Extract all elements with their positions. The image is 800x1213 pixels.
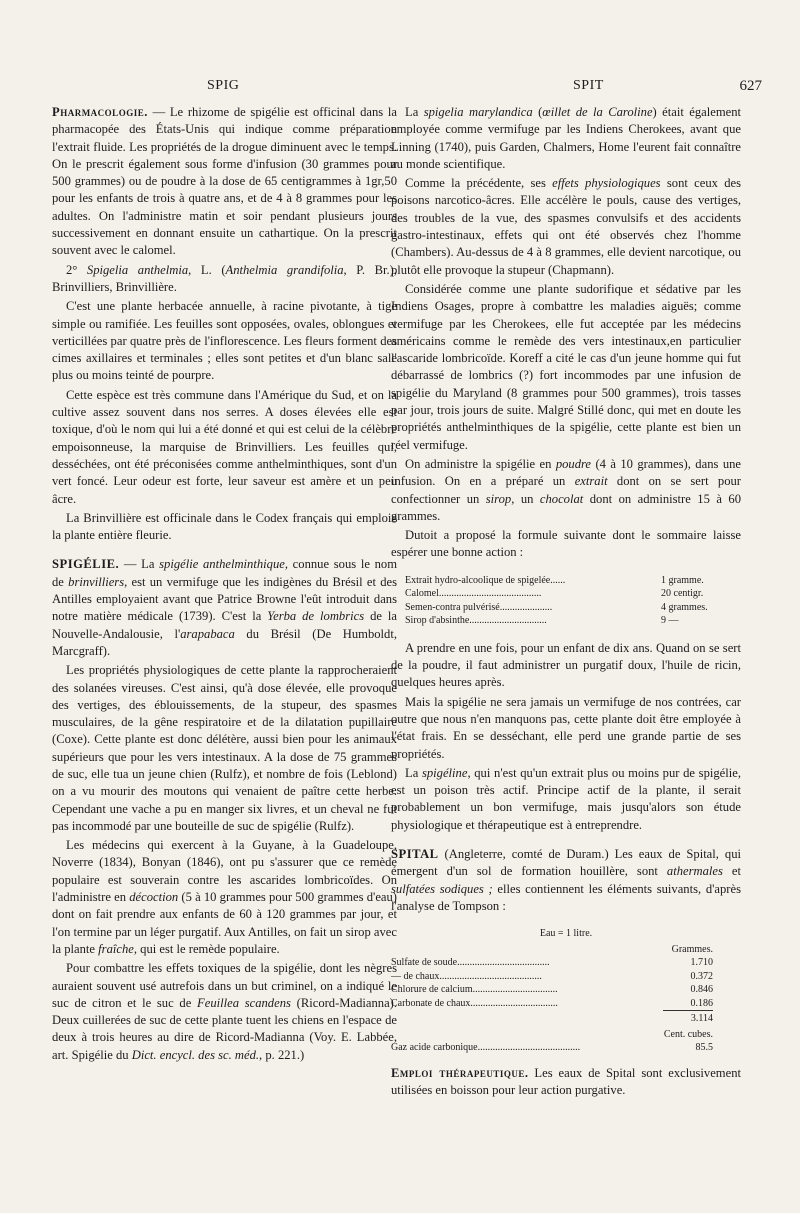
running-header <box>40 78 762 102</box>
distribution-paragraph: Cette espèce est très commune dans l'Amérique du Sud, et on la cultive assez souvent dans nos serres. A doses élevées elle est toxique, d'où le nom qui lui a été donné et qui est celui de la célèbre empoisonneuse, la marquise de Brinvilliers. Les feuilles qui, desséchées, ont été préconisées comme anthelminthiques, sont d'un vert foncé. Leur odeur est forte, leur saveur est amère et un peu âcre. <box>52 387 397 506</box>
page-number: 627 <box>739 78 762 94</box>
codex-paragraph: La Brinvillière est officinale dans le Codex français qui emploie la plante entière fleurie. <box>52 510 397 543</box>
text-run: Comme la précédente, ses <box>405 176 553 191</box>
text-run: et <box>722 864 741 879</box>
header-right-keyword: SPIT <box>573 78 604 93</box>
text-run: — La <box>119 557 160 572</box>
formula-ingredient: Semen-contra pulvérisé..................... <box>405 601 553 613</box>
text-run: (5 à 10 grammes pour 500 grammes d'eau) dont on fait prendre aux enfants de 60 à 120 grammes par jour, et l'on termine par un léger purgatif. Aux Antilles, on fait un sirop avec la plante <box>52 890 397 956</box>
text-run: (Angleterre, comté de Duram.) Les eaux de Spital, qui émergent d'un sol de formation houillère, sont <box>391 846 741 879</box>
text-run: ) était également employée comme vermifuge par les Indiens Cherokees, avant que Linning (1740), puis Garden, Chalmers, Home l'eurent fait connaître au monde scientifique. <box>391 105 742 171</box>
analysis-substance: Sulfate de soude..................................... <box>391 957 550 969</box>
text-run: La <box>405 765 422 780</box>
formula-amount: 4 grammes. <box>661 601 708 613</box>
analysis-row <box>391 970 713 984</box>
analysis-substance: Carbonate de chaux................................... <box>391 997 558 1009</box>
text-run: , est un vermifuge que les indigènes du Brésil et des Antilles employaient avant que Patrice Browne l'eût introduit dans notre matière médicale (1739). C'est la <box>52 574 397 624</box>
effects-paragraph <box>391 175 741 279</box>
italic-run: effets physiologiques <box>552 176 661 191</box>
species-name: Spigelia anthelmia <box>86 262 189 277</box>
text-run: elles contiennent les éléments suivants, d'après l'analyse de Tompson : <box>391 881 741 913</box>
spigelie-label: SPIGÉLIE. <box>52 557 120 572</box>
spital-label: SPITAL <box>391 846 439 861</box>
formula-amount: 9 — <box>661 615 679 627</box>
marylandica-paragraph <box>391 104 741 173</box>
text-run: ( <box>532 105 543 119</box>
spigelie-entry <box>52 556 397 660</box>
formula-row <box>405 601 723 615</box>
dosage-paragraph: A prendre en une fois, pour un enfant de dix ans. Quand on se sert de la poudre, il faut administrer un purgatif doux, l'huile de ricin, quelques heures après. <box>391 640 741 690</box>
text-run: , p. 221.) <box>259 1047 305 1062</box>
text-run: dont on se sert pour confectionner un <box>391 474 741 506</box>
formula-row <box>405 587 723 601</box>
analysis-value: 1.710 <box>690 957 713 969</box>
species-author: , L. ( <box>188 262 226 277</box>
text-run: La <box>405 105 424 119</box>
analysis-substance: Chlorure de calcium.................................. <box>391 984 558 996</box>
analysis-basis: Eau = 1 litre. <box>539 928 593 940</box>
species-synonym: Anthelmia grandifolia <box>225 262 344 277</box>
administration-paragraph <box>391 456 741 525</box>
dutoit-paragraph: Dutoit a proposé la formule suivante dont le sommaire laisse espérer une bonne action : <box>391 528 741 560</box>
analysis-total: 3.114 <box>663 1010 713 1026</box>
italic-run: brinvilliers <box>68 574 125 589</box>
species-number: 2° <box>66 262 87 277</box>
italic-run: fraîche <box>98 941 134 956</box>
header-left-keyword: SPIG <box>207 78 240 93</box>
spigeline-paragraph <box>391 765 741 834</box>
pharmacology-label: Pharmacologie. <box>52 105 148 119</box>
text-run: (4 à 10 grammes), dans une infusion. On en a préparé un <box>391 456 741 489</box>
therapeutic-use-text: Les eaux de Spital sont exclusivement utilisées en boisson pour leur action purgative. <box>391 1065 741 1097</box>
formula-table <box>405 574 741 628</box>
analysis-value: 0.186 <box>690 997 713 1009</box>
therapeutic-use-paragraph <box>391 1065 741 1100</box>
analysis-row <box>391 997 713 1011</box>
species-heading <box>52 262 397 297</box>
left-column <box>52 104 397 1066</box>
text-run: , qui est le remède populaire. <box>133 941 280 956</box>
therapeutic-use-label: Emploi thérapeutique. <box>391 1065 529 1080</box>
text-run: de la Nouvelle-Andalousie, l' <box>52 609 397 641</box>
formula-ingredient: Calomel......................................... <box>405 588 542 600</box>
description-paragraph: C'est une plante herbacée annuelle, à racine pivotante, à tige simple ou ramifiée. Les feuilles sont opposées, ovales, oblongues et verticillées par quatre près de l'inflorescence. Les fleurs forment des cimes axillaires et terminales ; elles sont petites et d'un blanc sale plus ou moins teinté de pourpre. <box>52 299 397 383</box>
text-run: , un <box>511 491 540 506</box>
italic-run: athermales <box>666 864 723 879</box>
analysis-row <box>391 983 713 997</box>
analysis-gas-unit: Cent. cubes. <box>663 1028 713 1040</box>
formula-ingredient: Extrait hydro-alcoolique de spigelée...... <box>405 574 566 586</box>
guyana-paragraph <box>52 837 397 958</box>
text-run: sont ceux des poisons narcotico-âcres. Elle accélère le pouls, cause des vertiges, des troubles de la vue, des spasmes convulsifs et des accidents gastro-intestinaux, effets qui ont été observés chez l'homme (Chambers). Au-dessus de 4 à 8 grammes, elle devient narcotique, ou plutôt elle provoque la stupeur (Chapmann). <box>391 176 741 277</box>
analysis-gas-row <box>391 1041 713 1055</box>
antidote-paragraph <box>52 960 397 1064</box>
italic-run: spigéline <box>421 765 468 780</box>
text-run: Pour combattre les effets toxiques de la spigélie, dont les nègres auraient souvent usé autrefois dans un but criminel, on a indiqué le suc de citron et le suc de <box>52 961 397 1010</box>
physiology-paragraph: Les propriétés physiologiques de cette plante la rapprocheraient des solanées vireuses. C'est ainsi, qu'à dose élevée, elle provoque des vertiges, des éblouissements, de la stupeur, des spasmes musculaires, de la gêne respiratoire et de la dilatation pupillaire (Coxe). Cette plante est donc délétère, aussi bien pour les animaux supérieurs que pour les vers intestinaux. A la dose de 75 grammes de suc, elle tua un jeune chien (Rulfz), et nombre de fois (Leblond) on a vu mourir des moutons qui venaient de paître cette herbe. Cependant une vache a pu en manger six livres, et un cheval ne fut pas incommodé par une bouteille de suc de spigélie (Rulfz). <box>52 663 397 833</box>
italic-run: extrait <box>574 474 608 489</box>
italic-run: Feuillea scandens <box>197 995 291 1010</box>
italic-run: œillet de la Caroline <box>542 105 653 119</box>
italic-run: poudre <box>555 456 592 471</box>
water-analysis-table <box>391 927 741 1055</box>
analysis-substance: — de chaux......................................... <box>391 970 542 982</box>
italic-run: spigelia marylandica <box>423 105 533 119</box>
species-common-names: , P. Br.), Brinvilliers, Brinvillière. <box>52 262 398 294</box>
analysis-gas-value: 85.5 <box>695 1042 713 1054</box>
text-run: , qui n'est qu'un extrait plus ou moins pur de spigélie, est un poison très actif. Principe actif de la plante, il serait probablement un bon vermifuge, mais jusqu'alors son étude physiologique et thérapeutique est à entreprendre. <box>391 765 741 832</box>
formula-amount: 1 gramme. <box>661 574 704 586</box>
italic-run: spigélie anthelminthique <box>159 557 285 572</box>
formula-amount: 20 centigr. <box>661 588 704 600</box>
formula-row <box>405 574 723 588</box>
italic-run: Dict. encycl. des sc. méd. <box>131 1047 260 1062</box>
text-run: (Ricord-Madianna). Deux cuillerées de suc de cette plante tuent les chiens en l'espace de deux à trois heures au dire de Ricord-Madianna (Voy. E. Labbée, art. Spigélie du <box>52 995 398 1062</box>
spital-entry <box>391 846 741 915</box>
text-run: , connue sous le nom de <box>52 557 398 589</box>
formula-row <box>405 614 723 628</box>
italic-run: Yerba de lombrics <box>267 609 365 624</box>
analysis-value: 0.372 <box>690 970 713 982</box>
sudorific-paragraph: Considérée comme une plante sudorifique et sédative par les Indiens Osages, propre à combattre les maladies aiguës; comme vermifuge par les Cherokees, elle fut acceptée par les médecins américains comme le remède des vers intestinaux,en particulier l'ascaride lombricoïde. Koreff a cité le cas d'un jeune homme qui fut débarrassé de lombrics (?) fort incommodes par une infusion de spigélie du Maryland (8 grammes pour 500 grammes), trois tasses par jour, trois jours de suite. Malgré Stillé donc, qui met en doute les propriétés anthelminthiques de la spigélie, cette plante est bien un réel vermifuge. <box>391 281 741 452</box>
italic-run: sirop <box>485 491 512 506</box>
climate-paragraph: Mais la spigélie ne sera jamais un vermifuge de nos contrées, car outre que nous n'en manquons pas, cette plante doit être employée à l'état frais. En se desséchant, elle perd une grande partie de ses propriétés. <box>391 694 741 761</box>
analysis-unit-header: Grammes. <box>671 943 713 955</box>
pharmacology-paragraph <box>52 104 397 260</box>
analysis-row <box>391 956 713 970</box>
italic-run: décoction <box>129 890 179 905</box>
formula-ingredient: Sirop d'absinthe............................... <box>405 615 547 627</box>
text-run: du Brésil (De Humboldt, Marcgraff). <box>52 626 397 658</box>
text-run: On administre la spigélie en <box>405 456 556 471</box>
italic-run: sulfatées sodiques ; <box>391 881 493 896</box>
analysis-gas-name: Gaz acide carbonique......................................... <box>391 1042 581 1054</box>
text-run: dont on administre 15 à 60 grammes. <box>391 491 741 523</box>
analysis-value: 0.846 <box>690 984 713 996</box>
italic-run: arapabaca <box>180 626 235 641</box>
analysis-total-row <box>391 1010 713 1026</box>
italic-run: chocolat <box>539 491 584 506</box>
pharmacology-text: — Le rhizome de spigélie est officinal dans la pharmacopée des États-Unis qui indique comme préparation l'extrait fluide. Les propriétés de la drogue diminuent avec le temps. On le prescrit également sous forme d'infusion (30 grammes pour 500 grammes) ou de poudre à la dose de 65 centigrammes à 1gr,50 pour les enfants de trois à quatre ans, et de 4 à 8 grammes pour les adultes. On l'administre matin et soir pendant plusieurs jours successivement en donnant ensuite un cathartique. On la prescrit souvent avec le calomel. <box>52 105 397 258</box>
right-column <box>391 104 741 1101</box>
text-run: Les médecins qui exercent à la Guyane, à la Guadeloupe, Noverre (1834), Bonyan (1846), ont pu s'assurer que ce remède populaire est souverain contre les ascarides lombricoïdes. On l'administre en <box>52 838 397 905</box>
